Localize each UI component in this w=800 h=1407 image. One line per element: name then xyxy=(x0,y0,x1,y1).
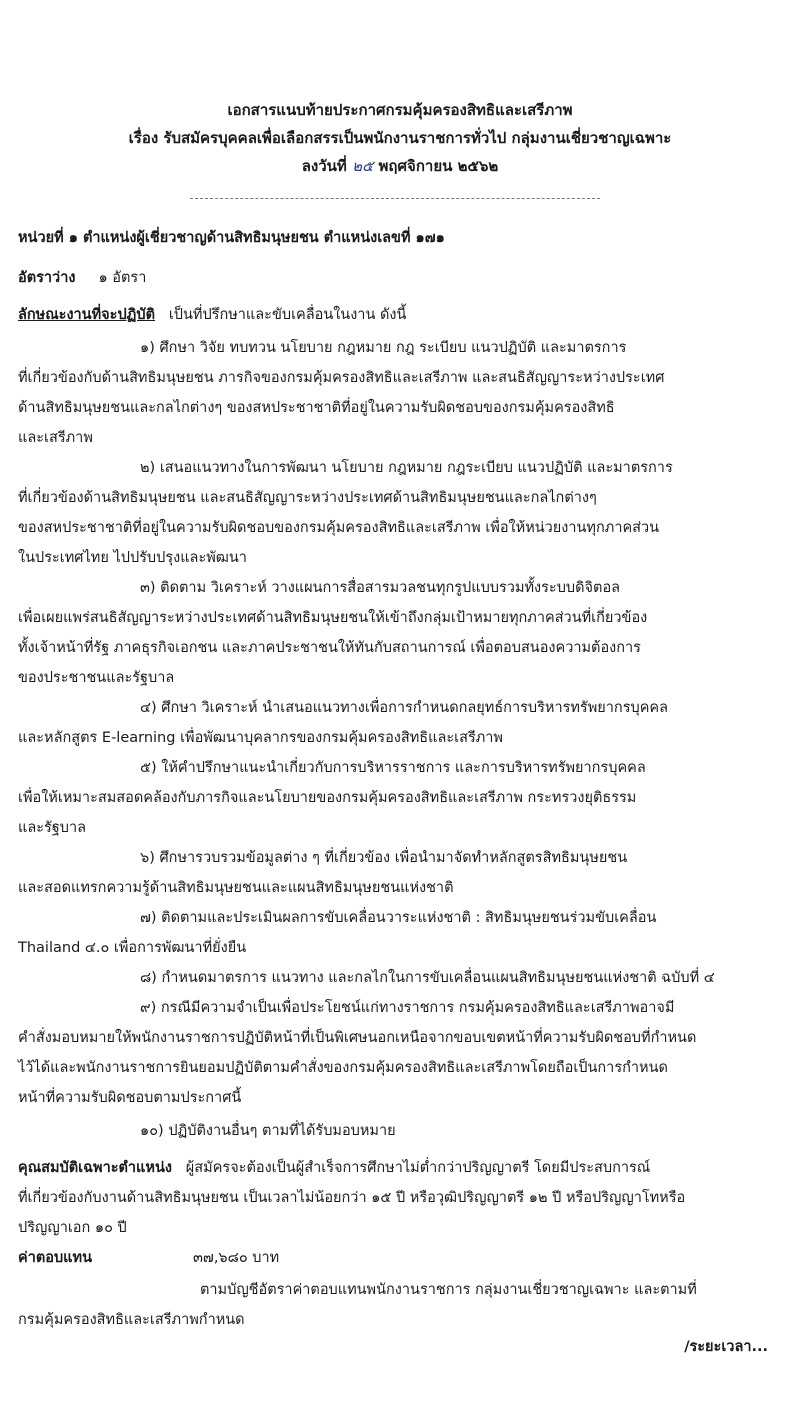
duty-line: ไว้ได้และพนักงานราชการยินยอมปฏิบัติตามคำสั่งของกรมคุ้มครองสิทธิและเสรีภาพโดยถือเป็นการกำหนด xyxy=(18,1060,668,1076)
header-title: เอกสารแนบท้ายประกาศกรมคุ้มครองสิทธิและเสรีภาพ xyxy=(227,101,573,119)
qualification-line: ผู้สมัครจะต้องเป็นผู้สำเร็จการศึกษาไม่ต่ำกว่าปริญญาตรี โดยมีประสบการณ์ xyxy=(185,1160,651,1176)
duties-intro: เป็นที่ปรึกษาและขับเคลื่อนในงาน ดังนี้ xyxy=(168,307,407,323)
duty-line: ๘) กำหนดมาตรการ แนวทาง และกลไกในการขับเคลื่อนแผนสิทธิมนุษยชนแห่งชาติ ฉบับที่ ๔ xyxy=(140,970,715,986)
duty-line: เพื่อให้เหมาะสมสอดคล้องกับภารกิจและนโยบายของกรมคุ้มครองสิทธิและเสรีภาพ กระทรวงยุติธรรม xyxy=(18,790,637,806)
duty-line: ๒) เสนอแนวทางในการพัฒนา นโยบาย กฎหมาย กฎระเบียบ แนวปฏิบัติ และมาตรการ xyxy=(140,460,673,476)
qualification-heading: คุณสมบัติเฉพาะตำแหน่ง xyxy=(18,1160,172,1176)
unit-title: หน่วยที่ ๑ ตำแหน่งผู้เชี่ยวชาญด้านสิทธิมนุษยชน ตำแหน่งเลขที่ ๑๗๑ xyxy=(18,230,445,246)
duty-line: ๑) ศึกษา วิจัย ทบทวน นโยบาย กฎหมาย กฎ ระเบียบ แนวปฏิบัติ และมาตรการ xyxy=(140,340,627,356)
duty-line: ๔) ศึกษา วิเคราะห์ นำเสนอแนวทางเพื่อการกำหนดกลยุทธ์การบริหารทรัพยากรบุคคล xyxy=(140,700,668,716)
duty-line: ทั้งเจ้าหน้าที่รัฐ ภาคธุรกิจเอกชน และภาคประชาชนให้ทันกับสถานการณ์ เพื่อตอบสนองความต้องการ xyxy=(18,640,641,656)
compensation-line: ตามบัญชีอัตราค่าตอบแทนพนักงานราชการ กลุ่มงานเชี่ยวชาญเฉพาะ และตามที่ xyxy=(200,1282,697,1298)
duties-heading: ลักษณะงานที่จะปฏิบัติ xyxy=(18,307,155,323)
duty-line: และรัฐบาล xyxy=(18,820,87,836)
duty-line: และเสรีภาพ xyxy=(18,430,93,446)
duty-line: หน้าที่ความรับผิดชอบตามประกาศนี้ xyxy=(18,1090,242,1106)
duty-line: และหลักสูตร E-learning เพื่อพัฒนาบุคลากรของกรมคุ้มครองสิทธิและเสรีภาพ xyxy=(18,730,503,746)
qualification-row xyxy=(18,1158,788,1178)
duty-line: เพื่อเผยแพร่สนธิสัญญาระหว่างประเทศด้านสิทธิมนุษยชนให้เข้าถึงกลุ่มเป้าหมายทุกภาคส่วนที่เกี่ยวข้อง xyxy=(18,610,648,626)
duty-line: ๕) ให้คำปรึกษาแนะนำเกี่ยวกับการบริหารราชการ และการบริหารทรัพยากรบุคคล xyxy=(140,760,646,776)
vacancy-value: ๑ อัตรา xyxy=(98,270,147,286)
document-header xyxy=(0,96,800,180)
header-date xyxy=(0,152,800,180)
duty-line: ๓) ติดตาม วิเคราะห์ วางแผนการสื่อสารมวลชนทุกรูปแบบรวมทั้งระบบดิจิตอล xyxy=(140,580,621,596)
duties-heading-row xyxy=(18,305,788,325)
duty-line: ๙) กรณีมีความจำเป็นเพื่อประโยชน์แก่ทางราชการ กรมคุ้มครองสิทธิและเสรีภาพอาจมี xyxy=(140,1000,675,1016)
qualification-line: ปริญญาเอก ๑๐ ปี xyxy=(18,1220,127,1236)
duty-line: ๑๐) ปฏิบัติงานอื่นๆ ตามที่ได้รับมอบหมาย xyxy=(140,1123,396,1139)
duty-line: ของสหประชาชาติที่อยู่ในความรับผิดชอบของกรมคุ้มครองสิทธิและเสรีภาพ เพื่อให้หน่วยงานทุกภาคส่วน xyxy=(18,520,660,536)
date-month-year: พฤศจิกายน ๒๕๖๒ xyxy=(378,157,499,175)
duty-line: และสอดแทรกความรู้ด้านสิทธิมนุษยชนและแผนสิทธิมนุษยชนแห่งชาติ xyxy=(18,880,454,896)
duty-line: ๖) ศึกษารวบรวมข้อมูลต่าง ๆ ที่เกี่ยวข้อง เพื่อนำมาจัดทำหลักสูตรสิทธิมนุษยชน xyxy=(140,850,628,866)
duty-line: ที่เกี่ยวข้องกับด้านสิทธิมนุษยชน ภารกิจของกรมคุ้มครองสิทธิและเสรีภาพ และสนธิสัญญาระหว่างประเทศ xyxy=(18,370,665,386)
compensation-amount: ๓๗,๖๘๐ บาท xyxy=(193,1250,280,1266)
duty-line: ของประชาชนและรัฐบาล xyxy=(18,670,175,686)
duty-line: ในประเทศไทย ไปปรับปรุงและพัฒนา xyxy=(18,550,247,566)
date-day-handwritten: ๒๕ xyxy=(352,157,374,175)
compensation-row xyxy=(18,1248,788,1268)
duty-line: ๗) ติดตามและประเมินผลการขับเคลื่อนวาระแห่งชาติ : สิทธิมนุษยชนร่วมขับเคลื่อน xyxy=(140,910,657,926)
duty-line: คำสั่งมอบหมายให้พนักงานราชการปฏิบัติหน้าที่เป็นพิเศษนอกเหนือจากขอบเขตหน้าที่ความรับผิดชอบที่กำหนด xyxy=(18,1030,697,1046)
vacancy-label: อัตราว่าง xyxy=(18,270,76,286)
date-prefix: ลงวันที่ xyxy=(301,157,347,175)
continuation-note: /ระยะเวลา... xyxy=(684,1339,768,1355)
header-subject: เรื่อง รับสมัครบุคคลเพื่อเลือกสรรเป็นพนักงานราชการทั่วไป กลุ่มงานเชี่ยวชาญเฉพาะ xyxy=(128,129,672,147)
header-divider xyxy=(190,198,600,199)
duty-line: ที่เกี่ยวข้องด้านสิทธิมนุษยชน และสนธิสัญญาระหว่างประเทศด้านสิทธิมนุษยชนและกลไกต่างๆ xyxy=(18,490,597,506)
qualification-line: ที่เกี่ยวข้องกับงานด้านสิทธิมนุษยชน เป็นเวลาไม่น้อยกว่า ๑๕ ปี หรือวุฒิปริญญาตรี ๑๒ ปี หรือปริญญาโทหรือ xyxy=(18,1190,686,1206)
duty-line: Thailand ๔.๐ เพื่อการพัฒนาที่ยั่งยืน xyxy=(18,940,247,956)
compensation-line: กรมคุ้มครองสิทธิและเสรีภาพกำหนด xyxy=(18,1312,245,1328)
compensation-label: ค่าตอบแทน xyxy=(18,1250,92,1266)
vacancy-row xyxy=(18,268,788,288)
duty-line: ด้านสิทธิมนุษยชนและกลไกต่างๆ ของสหประชาชาติที่อยู่ในความรับผิดชอบของกรมคุ้มครองสิทธิ xyxy=(18,400,615,416)
